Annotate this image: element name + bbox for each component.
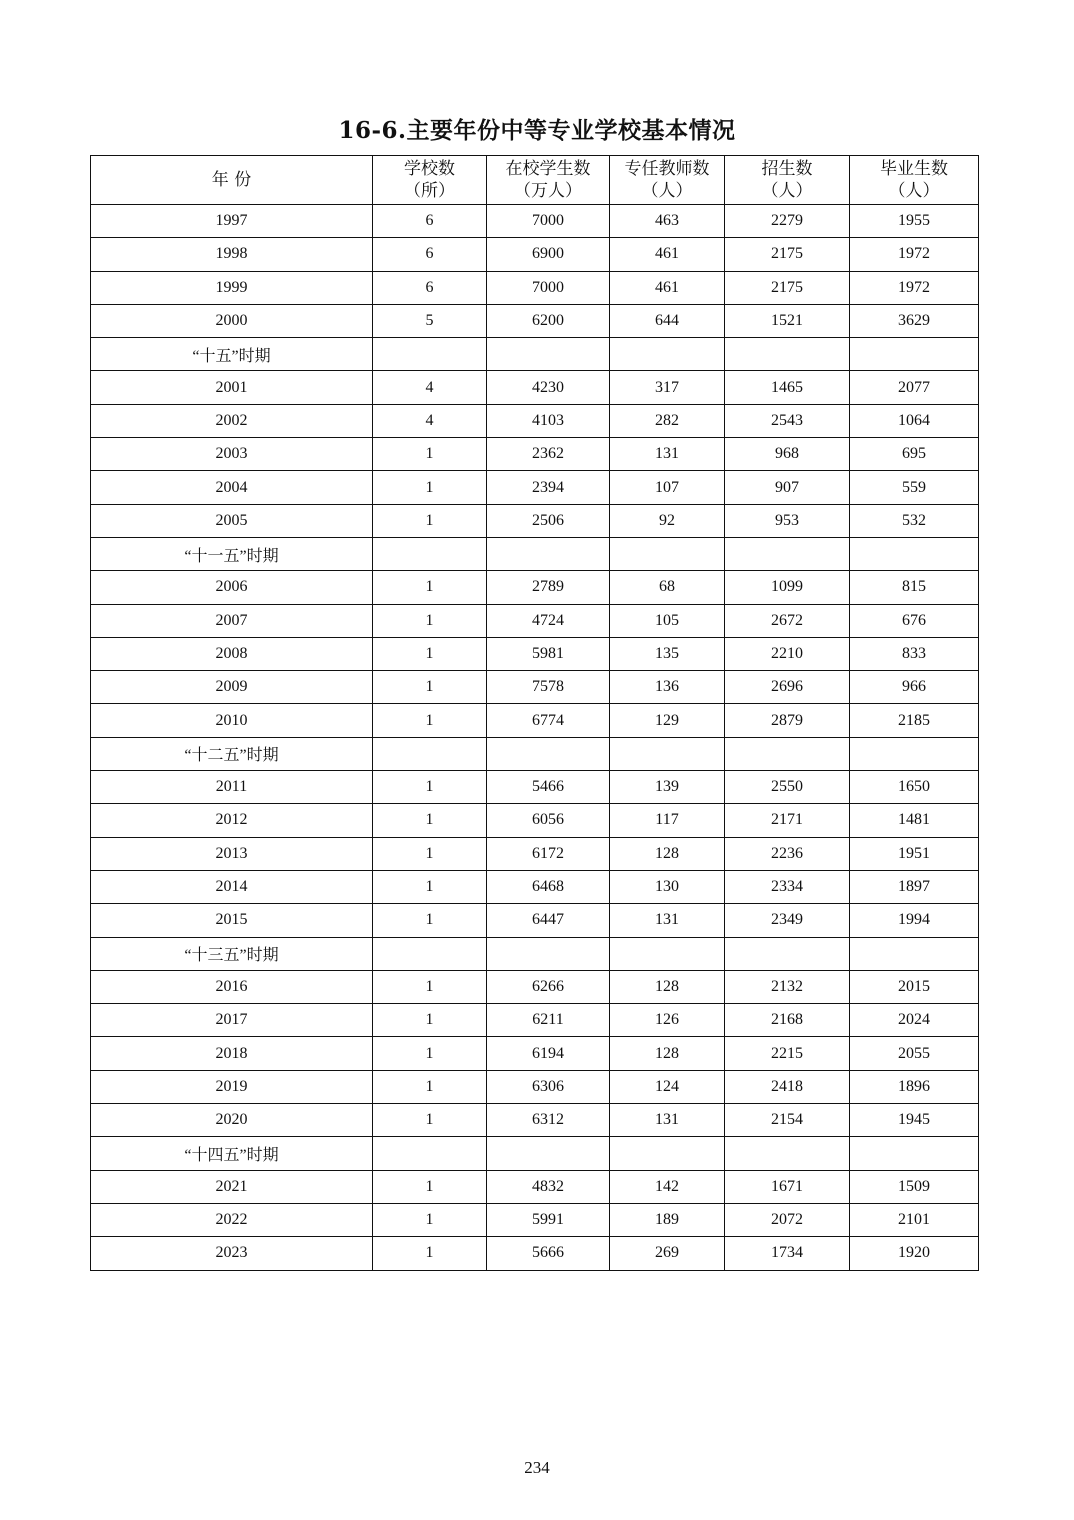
cell-graduates: 815	[850, 571, 979, 604]
cell-teacher-count: 139	[610, 771, 725, 804]
cell-graduates: 1951	[850, 837, 979, 870]
period-row	[91, 937, 979, 970]
cell-graduates: 1955	[850, 205, 979, 238]
header-year	[91, 156, 373, 205]
table-row	[91, 238, 979, 271]
cell-year: 2015	[91, 904, 373, 937]
cell-year: 1997	[91, 205, 373, 238]
cell-graduates: 2015	[850, 970, 979, 1003]
table-row	[91, 1203, 979, 1236]
empty-cell	[373, 537, 487, 570]
cell-year: 1998	[91, 238, 373, 271]
table-row	[91, 771, 979, 804]
cell-student-count: 6200	[487, 304, 610, 337]
table-row	[91, 804, 979, 837]
cell-enrollment: 2543	[725, 404, 850, 437]
header-student-count	[487, 156, 610, 205]
cell-enrollment: 1734	[725, 1237, 850, 1270]
cell-enrollment: 1671	[725, 1170, 850, 1203]
cell-enrollment: 2168	[725, 1004, 850, 1037]
cell-student-count: 6306	[487, 1070, 610, 1103]
cell-teacher-count: 644	[610, 304, 725, 337]
cell-school-count: 1	[373, 1170, 487, 1203]
cell-year: 2000	[91, 304, 373, 337]
cell-teacher-count: 124	[610, 1070, 725, 1103]
empty-cell	[373, 1137, 487, 1170]
cell-enrollment: 2210	[725, 637, 850, 670]
cell-year: 2011	[91, 771, 373, 804]
empty-cell	[373, 737, 487, 770]
cell-student-count: 6447	[487, 904, 610, 937]
cell-enrollment: 2696	[725, 671, 850, 704]
cell-enrollment: 2215	[725, 1037, 850, 1070]
empty-cell	[850, 737, 979, 770]
table-row	[91, 1004, 979, 1037]
empty-cell	[725, 537, 850, 570]
empty-cell	[487, 937, 610, 970]
cell-year: 2017	[91, 1004, 373, 1037]
cell-graduates: 1897	[850, 870, 979, 903]
cell-student-count: 6056	[487, 804, 610, 837]
empty-cell	[487, 1137, 610, 1170]
cell-graduates: 833	[850, 637, 979, 670]
empty-cell	[850, 937, 979, 970]
cell-student-count: 6211	[487, 1004, 610, 1037]
cell-graduates: 2185	[850, 704, 979, 737]
empty-cell	[725, 737, 850, 770]
period-label: “十五”时期	[91, 338, 373, 371]
cell-school-count: 5	[373, 304, 487, 337]
cell-graduates: 1945	[850, 1104, 979, 1137]
period-row	[91, 338, 979, 371]
cell-school-count: 1	[373, 471, 487, 504]
cell-graduates: 1920	[850, 1237, 979, 1270]
cell-student-count: 4103	[487, 404, 610, 437]
empty-cell	[725, 937, 850, 970]
cell-year: 2005	[91, 504, 373, 537]
cell-graduates: 695	[850, 438, 979, 471]
cell-enrollment: 2072	[725, 1203, 850, 1236]
cell-teacher-count: 131	[610, 904, 725, 937]
cell-year: 2003	[91, 438, 373, 471]
header-enrollment	[725, 156, 850, 205]
empty-cell	[850, 537, 979, 570]
cell-graduates: 1650	[850, 771, 979, 804]
cell-graduates: 3629	[850, 304, 979, 337]
cell-teacher-count: 317	[610, 371, 725, 404]
cell-graduates: 2055	[850, 1037, 979, 1070]
cell-school-count: 4	[373, 404, 487, 437]
page-title: 16-6.主要年份中等专业学校基本情况	[338, 117, 736, 144]
cell-year: 2021	[91, 1170, 373, 1203]
cell-student-count: 6774	[487, 704, 610, 737]
cell-teacher-count: 131	[610, 1104, 725, 1137]
cell-school-count: 1	[373, 837, 487, 870]
cell-teacher-count: 128	[610, 837, 725, 870]
cell-student-count: 7000	[487, 271, 610, 304]
statistics-table	[90, 155, 979, 1271]
table-row	[91, 1070, 979, 1103]
header-unit: （人）	[888, 181, 940, 201]
cell-school-count: 1	[373, 1203, 487, 1236]
cell-enrollment: 2175	[725, 238, 850, 271]
cell-teacher-count: 135	[610, 637, 725, 670]
page-number: 234	[524, 1458, 550, 1477]
table-row	[91, 304, 979, 337]
cell-teacher-count: 68	[610, 571, 725, 604]
cell-school-count: 1	[373, 804, 487, 837]
cell-teacher-count: 282	[610, 404, 725, 437]
cell-graduates: 1972	[850, 238, 979, 271]
cell-enrollment: 1521	[725, 304, 850, 337]
table-header	[91, 156, 979, 205]
cell-student-count: 6266	[487, 970, 610, 1003]
cell-year: 2001	[91, 371, 373, 404]
table-row	[91, 571, 979, 604]
header-label: 年 份	[211, 170, 252, 190]
cell-teacher-count: 126	[610, 1004, 725, 1037]
cell-school-count: 6	[373, 271, 487, 304]
cell-enrollment: 1465	[725, 371, 850, 404]
table-row	[91, 637, 979, 670]
cell-year: 2019	[91, 1070, 373, 1103]
cell-year: 2006	[91, 571, 373, 604]
cell-student-count: 5466	[487, 771, 610, 804]
cell-school-count: 1	[373, 1070, 487, 1103]
cell-school-count: 1	[373, 1237, 487, 1270]
empty-cell	[487, 338, 610, 371]
header-label: 招生数	[761, 159, 813, 179]
table-row	[91, 837, 979, 870]
table-row	[91, 371, 979, 404]
cell-year: 2007	[91, 604, 373, 637]
cell-enrollment: 968	[725, 438, 850, 471]
header-unit: （万人）	[514, 181, 582, 201]
cell-student-count: 5666	[487, 1237, 610, 1270]
cell-graduates: 2024	[850, 1004, 979, 1037]
header-unit: （所）	[404, 181, 455, 201]
cell-year: 2016	[91, 970, 373, 1003]
cell-teacher-count: 117	[610, 804, 725, 837]
table-row	[91, 1104, 979, 1137]
cell-school-count: 1	[373, 671, 487, 704]
empty-cell	[373, 937, 487, 970]
cell-graduates: 532	[850, 504, 979, 537]
cell-teacher-count: 129	[610, 704, 725, 737]
period-row	[91, 537, 979, 570]
period-label: “十四五”时期	[91, 1137, 373, 1170]
table-row	[91, 1037, 979, 1070]
cell-year: 2013	[91, 837, 373, 870]
table-row	[91, 970, 979, 1003]
empty-cell	[610, 338, 725, 371]
empty-cell	[725, 1137, 850, 1170]
cell-enrollment: 1099	[725, 571, 850, 604]
cell-school-count: 1	[373, 1004, 487, 1037]
cell-graduates: 1509	[850, 1170, 979, 1203]
header-label: 毕业生数	[880, 159, 948, 179]
cell-year: 2009	[91, 671, 373, 704]
table-row	[91, 1170, 979, 1203]
cell-student-count: 4230	[487, 371, 610, 404]
cell-student-count: 7578	[487, 671, 610, 704]
empty-cell	[373, 338, 487, 371]
cell-graduates: 1064	[850, 404, 979, 437]
cell-graduates: 2077	[850, 371, 979, 404]
table-body	[91, 205, 979, 1271]
cell-year: 2020	[91, 1104, 373, 1137]
empty-cell	[487, 737, 610, 770]
cell-graduates: 1972	[850, 271, 979, 304]
cell-school-count: 1	[373, 504, 487, 537]
cell-school-count: 1	[373, 637, 487, 670]
cell-school-count: 1	[373, 970, 487, 1003]
cell-enrollment: 2279	[725, 205, 850, 238]
cell-student-count: 5991	[487, 1203, 610, 1236]
cell-graduates: 1481	[850, 804, 979, 837]
cell-teacher-count: 142	[610, 1170, 725, 1203]
empty-cell	[725, 338, 850, 371]
cell-year: 2014	[91, 870, 373, 903]
cell-enrollment: 2236	[725, 837, 850, 870]
table-row	[91, 438, 979, 471]
table-row	[91, 504, 979, 537]
cell-teacher-count: 105	[610, 604, 725, 637]
cell-student-count: 2362	[487, 438, 610, 471]
empty-cell	[610, 737, 725, 770]
table-row	[91, 471, 979, 504]
cell-enrollment: 2550	[725, 771, 850, 804]
period-label: “十二五”时期	[91, 737, 373, 770]
cell-year: 2010	[91, 704, 373, 737]
cell-student-count: 4724	[487, 604, 610, 637]
empty-cell	[487, 537, 610, 570]
cell-school-count: 6	[373, 238, 487, 271]
cell-enrollment: 2154	[725, 1104, 850, 1137]
cell-teacher-count: 461	[610, 271, 725, 304]
cell-student-count: 7000	[487, 205, 610, 238]
period-row	[91, 1137, 979, 1170]
cell-enrollment: 2132	[725, 970, 850, 1003]
cell-year: 2002	[91, 404, 373, 437]
cell-student-count: 6194	[487, 1037, 610, 1070]
period-label: “十三五”时期	[91, 937, 373, 970]
table-row	[91, 870, 979, 903]
cell-school-count: 6	[373, 205, 487, 238]
cell-enrollment: 2672	[725, 604, 850, 637]
cell-teacher-count: 130	[610, 870, 725, 903]
cell-teacher-count: 463	[610, 205, 725, 238]
table-row	[91, 604, 979, 637]
header-unit: （人）	[761, 181, 813, 201]
cell-year: 1999	[91, 271, 373, 304]
cell-teacher-count: 136	[610, 671, 725, 704]
cell-student-count: 4832	[487, 1170, 610, 1203]
cell-teacher-count: 461	[610, 238, 725, 271]
table-row	[91, 904, 979, 937]
period-label: “十一五”时期	[91, 537, 373, 570]
cell-year: 2012	[91, 804, 373, 837]
header-unit: （人）	[641, 181, 693, 201]
empty-cell	[850, 338, 979, 371]
cell-year: 2022	[91, 1203, 373, 1236]
cell-teacher-count: 128	[610, 970, 725, 1003]
cell-student-count: 2506	[487, 504, 610, 537]
header-row	[91, 156, 979, 205]
cell-student-count: 6468	[487, 870, 610, 903]
cell-school-count: 1	[373, 870, 487, 903]
empty-cell	[850, 1137, 979, 1170]
cell-student-count: 2394	[487, 471, 610, 504]
cell-enrollment: 2418	[725, 1070, 850, 1103]
cell-graduates: 2101	[850, 1203, 979, 1236]
cell-teacher-count: 92	[610, 504, 725, 537]
cell-school-count: 1	[373, 571, 487, 604]
cell-year: 2008	[91, 637, 373, 670]
cell-school-count: 1	[373, 1104, 487, 1137]
cell-enrollment: 2879	[725, 704, 850, 737]
table-row	[91, 205, 979, 238]
cell-year: 2023	[91, 1237, 373, 1270]
cell-school-count: 1	[373, 704, 487, 737]
cell-student-count: 5981	[487, 637, 610, 670]
cell-school-count: 1	[373, 1037, 487, 1070]
table-row	[91, 404, 979, 437]
empty-cell	[610, 537, 725, 570]
cell-graduates: 1994	[850, 904, 979, 937]
cell-teacher-count: 128	[610, 1037, 725, 1070]
cell-enrollment: 953	[725, 504, 850, 537]
cell-year: 2018	[91, 1037, 373, 1070]
header-school-count	[373, 156, 487, 205]
cell-school-count: 1	[373, 904, 487, 937]
header-label: 在校学生数	[505, 159, 591, 179]
header-label: 学校数	[404, 159, 455, 179]
table-row	[91, 271, 979, 304]
cell-school-count: 4	[373, 371, 487, 404]
cell-school-count: 1	[373, 604, 487, 637]
header-label: 专任教师数	[624, 159, 710, 179]
table-row	[91, 704, 979, 737]
cell-enrollment: 2334	[725, 870, 850, 903]
empty-cell	[610, 937, 725, 970]
cell-enrollment: 2175	[725, 271, 850, 304]
table-row	[91, 671, 979, 704]
empty-cell	[610, 1137, 725, 1170]
cell-graduates: 1896	[850, 1070, 979, 1103]
cell-enrollment: 907	[725, 471, 850, 504]
header-teacher-count	[610, 156, 725, 205]
cell-teacher-count: 269	[610, 1237, 725, 1270]
cell-student-count: 6172	[487, 837, 610, 870]
cell-graduates: 966	[850, 671, 979, 704]
cell-enrollment: 2349	[725, 904, 850, 937]
cell-teacher-count: 107	[610, 471, 725, 504]
cell-year: 2004	[91, 471, 373, 504]
cell-enrollment: 2171	[725, 804, 850, 837]
cell-school-count: 1	[373, 438, 487, 471]
cell-teacher-count: 131	[610, 438, 725, 471]
cell-graduates: 559	[850, 471, 979, 504]
cell-student-count: 2789	[487, 571, 610, 604]
table-row	[91, 1237, 979, 1270]
period-row	[91, 737, 979, 770]
header-graduates	[850, 156, 979, 205]
cell-student-count: 6312	[487, 1104, 610, 1137]
cell-teacher-count: 189	[610, 1203, 725, 1236]
cell-student-count: 6900	[487, 238, 610, 271]
cell-school-count: 1	[373, 771, 487, 804]
cell-graduates: 676	[850, 604, 979, 637]
